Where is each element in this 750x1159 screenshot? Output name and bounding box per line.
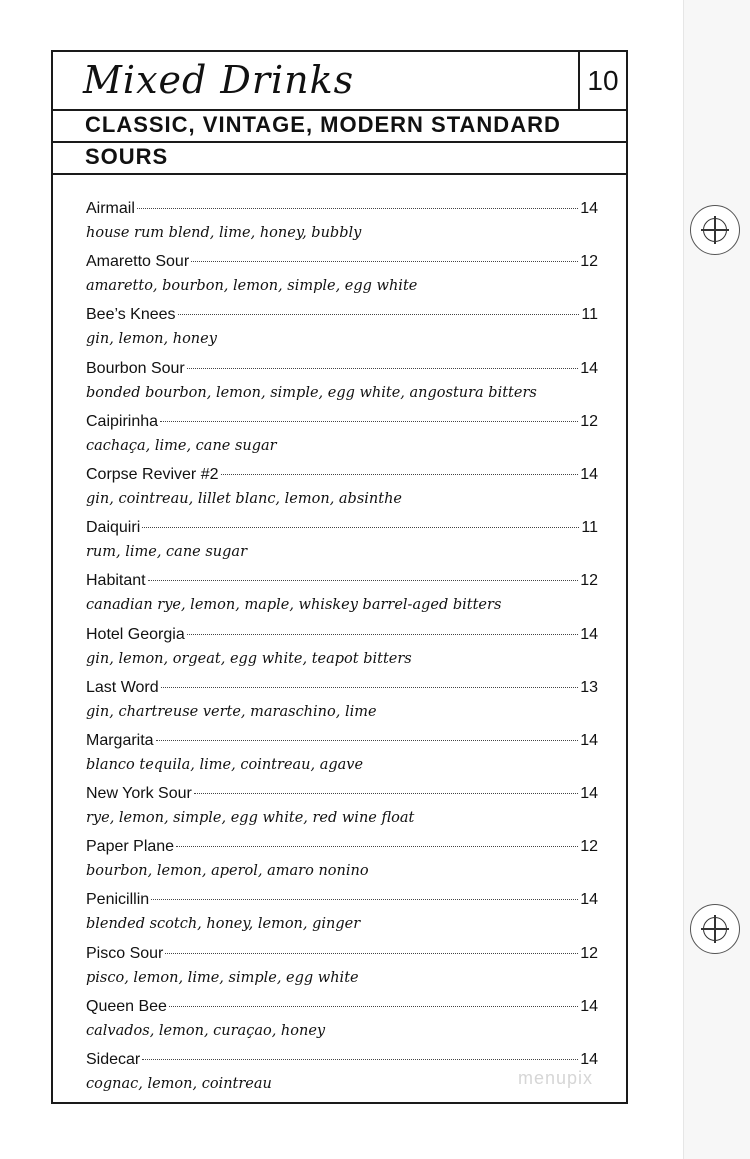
drink-ingredients: gin, lemon, orgeat, egg white, teapot bitters <box>86 650 412 667</box>
item-line <box>86 785 598 807</box>
drink-price: 12 <box>580 944 598 962</box>
drink-list <box>86 200 598 1104</box>
title-row <box>53 52 626 111</box>
drink-name: Amaretto Sour <box>86 253 190 271</box>
drink-name: Bee’s Knees <box>86 306 176 324</box>
drink-ingredients: house rum blend, lime, honey, bubbly <box>86 225 362 241</box>
drink-ingredients: calvados, lemon, curaçao, honey <box>86 1022 326 1039</box>
drink-name: Habitant <box>86 572 146 590</box>
dot-leader <box>176 846 578 847</box>
drink-name: Bourbon Sour <box>86 359 185 377</box>
drink-name: Penicillin <box>86 891 150 909</box>
dot-leader <box>169 1006 578 1007</box>
drink-ingredients: cachaça, lime, cane sugar <box>86 437 277 454</box>
drink-ingredients: pisco, lemon, lime, simple, egg white <box>86 969 359 986</box>
drink-name: Caipirinha <box>86 412 159 430</box>
drink-price: 14 <box>580 465 598 483</box>
menu-page <box>51 50 628 1104</box>
list-item <box>86 998 598 1051</box>
drink-price: 12 <box>580 412 598 430</box>
category-heading: CLASSIC, VINTAGE, MODERN STANDARD <box>53 109 626 143</box>
drink-price: 11 <box>581 306 598 324</box>
list-item <box>86 413 598 466</box>
drink-price: 12 <box>580 253 598 271</box>
drink-ingredients: canadian rye, lemon, maple, whiskey barrel-aged bitters <box>86 597 502 614</box>
list-item <box>86 679 598 732</box>
crosshair-icon <box>690 904 740 954</box>
dot-leader <box>151 899 578 900</box>
list-item <box>86 785 598 838</box>
binder-strip <box>683 0 750 1159</box>
crosshair-icon <box>690 205 740 255</box>
drink-ingredients: rum, lime, cane sugar <box>86 544 247 561</box>
drink-ingredients: cognac, lemon, cointreau <box>86 1076 272 1092</box>
drink-ingredients: rye, lemon, simple, egg white, red wine float <box>86 810 415 827</box>
drink-price: 13 <box>580 678 598 696</box>
dot-leader <box>142 1059 578 1060</box>
list-item <box>86 306 598 359</box>
dot-leader <box>165 953 578 954</box>
drink-name: Corpse Reviver #2 <box>86 465 219 483</box>
drink-price: 12 <box>580 838 598 856</box>
list-item <box>86 253 598 306</box>
dot-leader <box>194 793 578 794</box>
item-line <box>86 998 598 1020</box>
item-line <box>86 466 598 488</box>
drink-name: Airmail <box>86 200 135 217</box>
item-line <box>86 679 598 701</box>
drink-price: 14 <box>580 200 598 217</box>
list-item <box>86 891 598 944</box>
dot-leader <box>187 368 578 369</box>
item-line <box>86 200 598 222</box>
drink-ingredients: amaretto, bourbon, lemon, simple, egg white <box>86 278 418 295</box>
drink-name: Queen Bee <box>86 997 167 1015</box>
drink-ingredients: blanco tequila, lime, cointreau, agave <box>86 756 364 773</box>
dot-leader <box>221 474 579 475</box>
section-heading: SOURS <box>53 141 626 175</box>
drink-ingredients: gin, chartreuse verte, maraschino, lime <box>86 703 377 720</box>
item-line <box>86 891 598 913</box>
item-line <box>86 253 598 275</box>
drink-name: Margarita <box>86 731 154 749</box>
drink-ingredients: bourbon, lemon, aperol, amaro nonino <box>86 863 369 880</box>
item-line <box>86 572 598 594</box>
list-item <box>86 200 598 253</box>
drink-price: 14 <box>580 359 598 377</box>
item-line <box>86 413 598 435</box>
drink-price: 14 <box>580 997 598 1015</box>
drink-price: 14 <box>580 625 598 643</box>
dot-leader <box>191 261 578 262</box>
dot-leader <box>148 580 579 581</box>
dot-leader <box>137 208 578 209</box>
drink-price: 14 <box>580 891 598 909</box>
dot-leader <box>187 634 578 635</box>
item-line <box>86 306 598 328</box>
item-line <box>86 360 598 382</box>
list-item <box>86 466 598 519</box>
dot-leader <box>161 687 579 688</box>
drink-price: 12 <box>580 572 598 590</box>
list-item <box>86 360 598 413</box>
drink-name: Pisco Sour <box>86 944 164 962</box>
watermark: menupix <box>518 1068 594 1088</box>
list-item <box>86 626 598 679</box>
dot-leader <box>142 527 579 528</box>
item-line <box>86 945 598 967</box>
drink-price: 11 <box>581 519 598 537</box>
page-title: Mixed Drinks <box>83 58 355 102</box>
drink-name: New York Sour <box>86 785 192 803</box>
drink-ingredients: bonded bourbon, lemon, simple, egg white, angostura bitters <box>86 384 537 401</box>
drink-name: Hotel Georgia <box>86 625 185 643</box>
item-line <box>86 519 598 541</box>
item-line <box>86 626 598 648</box>
item-line <box>86 838 598 860</box>
drink-name: Daiquiri <box>86 519 141 537</box>
drink-price: 14 <box>580 1051 598 1068</box>
page-number: 10 <box>578 52 626 109</box>
list-item <box>86 572 598 625</box>
drink-name: Sidecar <box>86 1051 141 1068</box>
list-item <box>86 732 598 785</box>
item-line <box>86 732 598 754</box>
list-item <box>86 519 598 572</box>
drink-price: 14 <box>580 731 598 749</box>
dot-leader <box>178 314 580 315</box>
drink-ingredients: blended scotch, honey, lemon, ginger <box>86 916 361 933</box>
drink-name: Paper Plane <box>86 838 175 856</box>
dot-leader <box>160 421 578 422</box>
drink-name: Last Word <box>86 678 159 696</box>
drink-ingredients: gin, cointreau, lillet blanc, lemon, absinthe <box>86 490 402 507</box>
drink-price: 14 <box>580 785 598 803</box>
list-item <box>86 838 598 891</box>
list-item <box>86 945 598 998</box>
drink-ingredients: gin, lemon, honey <box>86 331 217 348</box>
dot-leader <box>156 740 579 741</box>
